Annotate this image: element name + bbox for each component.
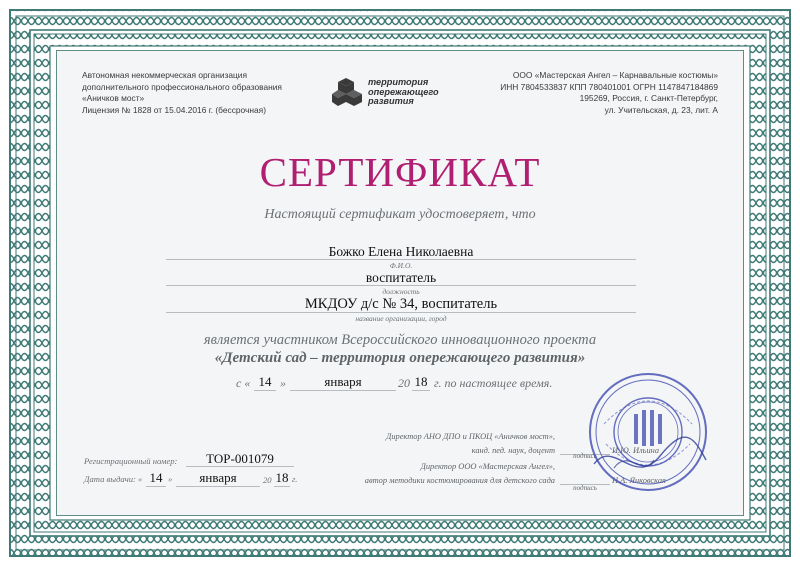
project-name: «Детский сад – территория опережающего развития» <box>214 350 586 366</box>
logo-line: развития <box>368 96 414 107</box>
recipient-organization: МКДОУ д/с № 34, воспитатель <box>304 296 498 312</box>
issuer-left-line: Автономная некоммерческая организация <box>82 70 248 80</box>
position-caption: должность <box>382 287 420 296</box>
recipient-name: Божко Елена Николаевна <box>328 244 474 259</box>
period-year-prefix: 20 <box>398 376 410 390</box>
recipient-position: воспитатель <box>365 270 437 285</box>
name-caption: Ф.И.О. <box>389 261 413 270</box>
logo-text <box>368 78 439 107</box>
director2-name: Н.А. Янковская <box>612 476 666 485</box>
issue-month: января <box>176 470 260 487</box>
issue-day: 14 <box>146 470 166 487</box>
issuer-right-block <box>448 70 718 116</box>
issuer-right-line: ООО «Мастерская Ангел – Карнавальные костюмы» <box>512 70 718 80</box>
certificate-title: СЕРТИФИКАТ <box>259 149 541 195</box>
registration-number: ТОР-001079 <box>206 451 274 466</box>
registration-label: Регистрационный номер: <box>84 456 178 466</box>
issuer-right-line: ул. Учительская, д. 23, лит. А <box>604 104 718 115</box>
logo-line: опережающего <box>368 86 439 97</box>
period-prefix: с « <box>236 376 251 390</box>
issue-year-prefix: 20 <box>263 475 272 485</box>
issuer-left-block <box>82 70 352 116</box>
issue-date-label: Дата выдачи: « <box>84 474 143 484</box>
cubes-logo-icon <box>332 78 368 112</box>
issue-year: 18 <box>275 470 289 485</box>
period-suffix: г. по настоящее время. <box>434 376 553 390</box>
director1-line1: Директор АНО ДПО и ПКОЦ «Аничков мост», <box>386 432 555 441</box>
period-month: января <box>290 374 396 391</box>
issue-suffix: г. <box>292 474 298 484</box>
director2-line1: Директор ООО «Мастерская Ангел», <box>420 462 555 471</box>
period-year: 18 <box>412 374 430 391</box>
certificate-subtitle: Настоящий сертификат удостоверяет, что <box>264 207 536 222</box>
period-line <box>236 373 576 391</box>
issuer-left-line: Лицензия № 1828 от 15.04.2016 г. (бессрочная) <box>82 104 266 115</box>
issuer-left-line: дополнительного профессионального образования <box>82 81 282 92</box>
stamp-seal-icon <box>584 368 712 496</box>
director1-sign-caption: подпись <box>573 452 597 460</box>
issuer-left-line: «Аничков мост» <box>82 93 145 104</box>
logo-line: территория <box>368 77 429 87</box>
period-day: 14 <box>254 374 276 391</box>
project-intro: является участником Всероссийского инновационного проекта <box>203 332 597 348</box>
period-mid: » <box>280 376 286 390</box>
director2-sign-caption: подпись <box>573 484 597 492</box>
issuer-right-line: ИНН 7804533837 КПП 780401001 ОГРН 1147847184869 <box>500 81 718 92</box>
director1-line2: канд. пед. наук, доцент <box>471 446 555 455</box>
issue-mid: » <box>168 474 173 484</box>
organization-caption: название организации, город <box>355 314 447 323</box>
director2-line2: автор методики костюмирования для детского сада <box>364 476 555 485</box>
director1-name: И.Ю. Ильина <box>612 446 660 455</box>
issuer-right-line: 195269, Россия, г. Санкт-Петербург, <box>579 93 718 104</box>
